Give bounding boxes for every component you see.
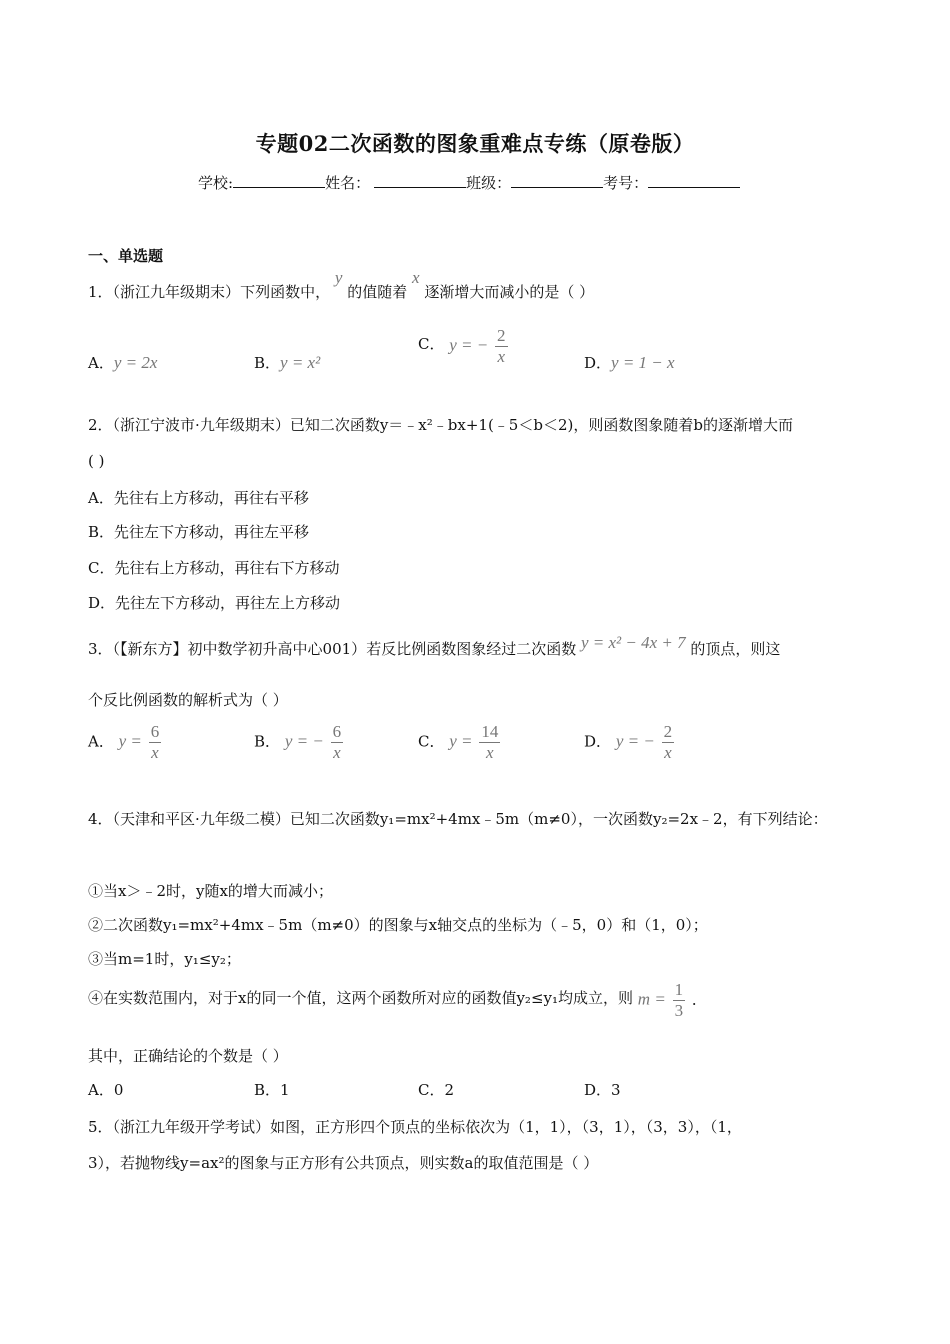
school-label: 学校: bbox=[198, 174, 234, 192]
q2-option-a[interactable] bbox=[88, 487, 309, 508]
q1-option-d[interactable] bbox=[584, 352, 675, 373]
q1-option-c[interactable] bbox=[418, 326, 510, 367]
q1-var-y: y bbox=[334, 268, 343, 287]
q4-option-a[interactable] bbox=[88, 1079, 123, 1100]
q3-option-a[interactable] bbox=[88, 722, 163, 763]
q3-option-c-denominator: x bbox=[486, 743, 494, 762]
q4-option-c-label: C． bbox=[418, 1081, 445, 1099]
q4-statement-1: ①当x＞﹣2时，y随x的增大而减小； bbox=[88, 882, 333, 900]
q3-option-b-numerator: 6 bbox=[332, 722, 342, 741]
q4-statement-2: ②二次函数y₁=mx²+4mx﹣5m（m≠0）的图象与x轴交点的坐标为（﹣5，0）和（1，0）； bbox=[88, 916, 708, 934]
q3-source: （【新东方】初中数学初升高中心001） bbox=[112, 640, 367, 658]
q5-text-line2: 3），若抛物线y=ax²的图象与正方形有公共顶点，则实数a的取值范围是（ ） bbox=[88, 1154, 599, 1172]
name-blank[interactable] bbox=[374, 173, 466, 188]
q1-option-c-lhs: y = − bbox=[449, 335, 489, 355]
q2-option-d[interactable] bbox=[88, 592, 340, 613]
q4-option-d[interactable] bbox=[584, 1079, 621, 1100]
q4-text: 已知二次函数y₁=mx²+4mx﹣5m（m≠0），一次函数y₂=2x﹣2，有下列结论： bbox=[289, 810, 828, 828]
q1-option-c-fraction bbox=[495, 326, 508, 367]
question-1 bbox=[88, 268, 595, 302]
q4-option-b-text: 1 bbox=[280, 1081, 290, 1099]
q3-option-d[interactable] bbox=[584, 722, 676, 763]
q3-option-c[interactable] bbox=[418, 722, 502, 763]
q1-option-a-expr: y = 2x bbox=[113, 353, 158, 372]
question-5 bbox=[88, 1116, 742, 1137]
q2-number: 2． bbox=[88, 416, 113, 434]
q3-option-a-fraction bbox=[149, 722, 162, 763]
q1-option-c-label: C． bbox=[418, 334, 445, 353]
q3-option-d-label: D． bbox=[584, 732, 612, 751]
q4-fraction-numerator: 1 bbox=[674, 980, 684, 999]
q1-text-3: 逐渐增大而减小的是（ ） bbox=[424, 283, 595, 301]
q4-option-c[interactable] bbox=[418, 1079, 454, 1100]
q2-option-b[interactable] bbox=[88, 521, 309, 542]
q3-option-b-lhs: y = − bbox=[284, 731, 324, 751]
q1-text-1: 下列函数中， bbox=[240, 283, 331, 301]
q1-option-b-label: B． bbox=[254, 354, 281, 372]
q3-number: 3． bbox=[88, 640, 113, 658]
q4-statement-4-text: ④在实数范围内，对于x的同一个值，这两个函数所对应的函数值y₂≤y₁均成立，则 bbox=[88, 988, 634, 1007]
class-label: 班级： bbox=[466, 174, 512, 192]
q5-source: （浙江九年级开学考试） bbox=[112, 1118, 271, 1136]
q3-option-b-label: B． bbox=[254, 732, 281, 751]
q2-bracket: ( ) bbox=[88, 452, 105, 470]
name-label: 姓名： bbox=[325, 174, 371, 192]
q2-option-c[interactable] bbox=[88, 557, 340, 578]
q2-option-d-label: D． bbox=[88, 594, 116, 612]
q3-option-a-label: A． bbox=[88, 732, 114, 751]
q3-expression: y = x² − 4x + 7 bbox=[580, 633, 686, 652]
q3-option-c-label: C． bbox=[418, 732, 445, 751]
q3-option-c-lhs: y = bbox=[449, 731, 473, 751]
q2-option-b-text: 先往左下方移动，再往左平移 bbox=[114, 523, 310, 541]
q4-source: （天津和平区·九年级二模） bbox=[112, 810, 290, 828]
q2-source: （浙江宁波市·九年级期末） bbox=[112, 416, 290, 434]
q1-var-x: x bbox=[411, 268, 420, 287]
q4-option-a-label: A． bbox=[88, 1081, 114, 1099]
q1-option-a[interactable] bbox=[88, 352, 157, 373]
q3-option-a-lhs: y = bbox=[118, 731, 142, 751]
q4-option-c-text: 2 bbox=[444, 1081, 455, 1099]
q2-option-a-text: 先往右上方移动，再往右平移 bbox=[113, 489, 309, 507]
q1-option-d-expr: y = 1 − x bbox=[611, 353, 675, 372]
q1-option-c-numerator: 2 bbox=[497, 326, 506, 345]
q4-statement-4-end: ． bbox=[691, 990, 707, 1009]
q4-option-b[interactable] bbox=[254, 1079, 290, 1100]
q3-option-d-lhs: y = − bbox=[615, 731, 655, 751]
q2-option-c-text: 先往右上方移动，再往右下方移动 bbox=[114, 559, 340, 577]
q2-option-b-label: B． bbox=[88, 523, 115, 541]
number-label: 考号： bbox=[603, 174, 649, 192]
q2-option-c-label: C． bbox=[88, 559, 115, 577]
section-heading: 一、单选题 bbox=[88, 247, 164, 265]
q3-option-c-fraction bbox=[479, 722, 500, 763]
q4-fraction-denominator: 3 bbox=[674, 1001, 684, 1020]
question-4 bbox=[88, 808, 828, 829]
q4-option-d-label: D． bbox=[584, 1081, 612, 1099]
q1-option-b[interactable] bbox=[254, 352, 320, 373]
q3-text-2: 的顶点，则这 bbox=[690, 640, 781, 658]
number-blank[interactable] bbox=[648, 173, 740, 188]
q3-option-a-numerator: 6 bbox=[150, 722, 160, 741]
q4-statement-3: ③当m=1时，y₁≤y₂； bbox=[88, 950, 241, 968]
q3-option-c-numerator: 14 bbox=[481, 722, 499, 741]
q3-option-b[interactable] bbox=[254, 722, 345, 763]
student-info-line bbox=[198, 172, 740, 193]
q3-text-line2: 个反比例函数的解析式为（ ） bbox=[88, 691, 288, 709]
q2-option-a-label: A． bbox=[88, 489, 114, 507]
q5-text-line1: 如图，正方形四个顶点的坐标依次为（1，1），（3，1），（3，3），（1， bbox=[270, 1118, 742, 1136]
question-3 bbox=[88, 633, 781, 659]
q3-text-1: 若反比例函数图象经过二次函数 bbox=[366, 640, 577, 658]
q2-option-d-text: 先往左下方移动，再往左上方移动 bbox=[115, 594, 341, 612]
q3-option-a-denominator: x bbox=[151, 743, 159, 762]
q1-number: 1． bbox=[88, 283, 113, 301]
q1-text-2: 的值随着 bbox=[347, 283, 408, 301]
school-blank[interactable] bbox=[233, 173, 325, 188]
q4-number: 4． bbox=[88, 810, 113, 828]
q4-option-d-text: 3 bbox=[611, 1081, 621, 1099]
q4-option-b-label: B． bbox=[254, 1081, 281, 1099]
q1-source: （浙江九年级期末） bbox=[112, 283, 241, 301]
page-title: 专题02二次函数的图象重难点专练（原卷版） bbox=[255, 131, 695, 156]
q3-option-d-numerator: 2 bbox=[663, 722, 673, 741]
q4-statement-4-fraction bbox=[673, 980, 686, 1021]
q3-option-b-fraction bbox=[331, 722, 344, 763]
q3-option-d-denominator: x bbox=[664, 743, 672, 762]
q1-option-a-label: A． bbox=[88, 354, 114, 372]
q5-number: 5． bbox=[88, 1118, 113, 1136]
q1-option-c-denominator: x bbox=[497, 347, 506, 366]
question-2 bbox=[88, 414, 793, 435]
q3-option-d-fraction bbox=[662, 722, 675, 763]
q2-text: 已知二次函数y＝﹣x²﹣bx+1(﹣5＜b＜2)，则函数图象随着b的逐渐增大而 bbox=[289, 416, 793, 434]
class-blank[interactable] bbox=[511, 173, 603, 188]
q4-statement-4 bbox=[88, 980, 707, 1021]
q4-statement-4-m: m = bbox=[637, 989, 666, 1009]
q4-option-a-text: 0 bbox=[113, 1081, 124, 1099]
q1-option-b-expr: y = x² bbox=[280, 353, 321, 372]
q4-question: 其中，正确结论的个数是（ ） bbox=[88, 1047, 288, 1065]
q1-option-d-label: D． bbox=[584, 354, 612, 372]
q3-option-b-denominator: x bbox=[333, 743, 341, 762]
